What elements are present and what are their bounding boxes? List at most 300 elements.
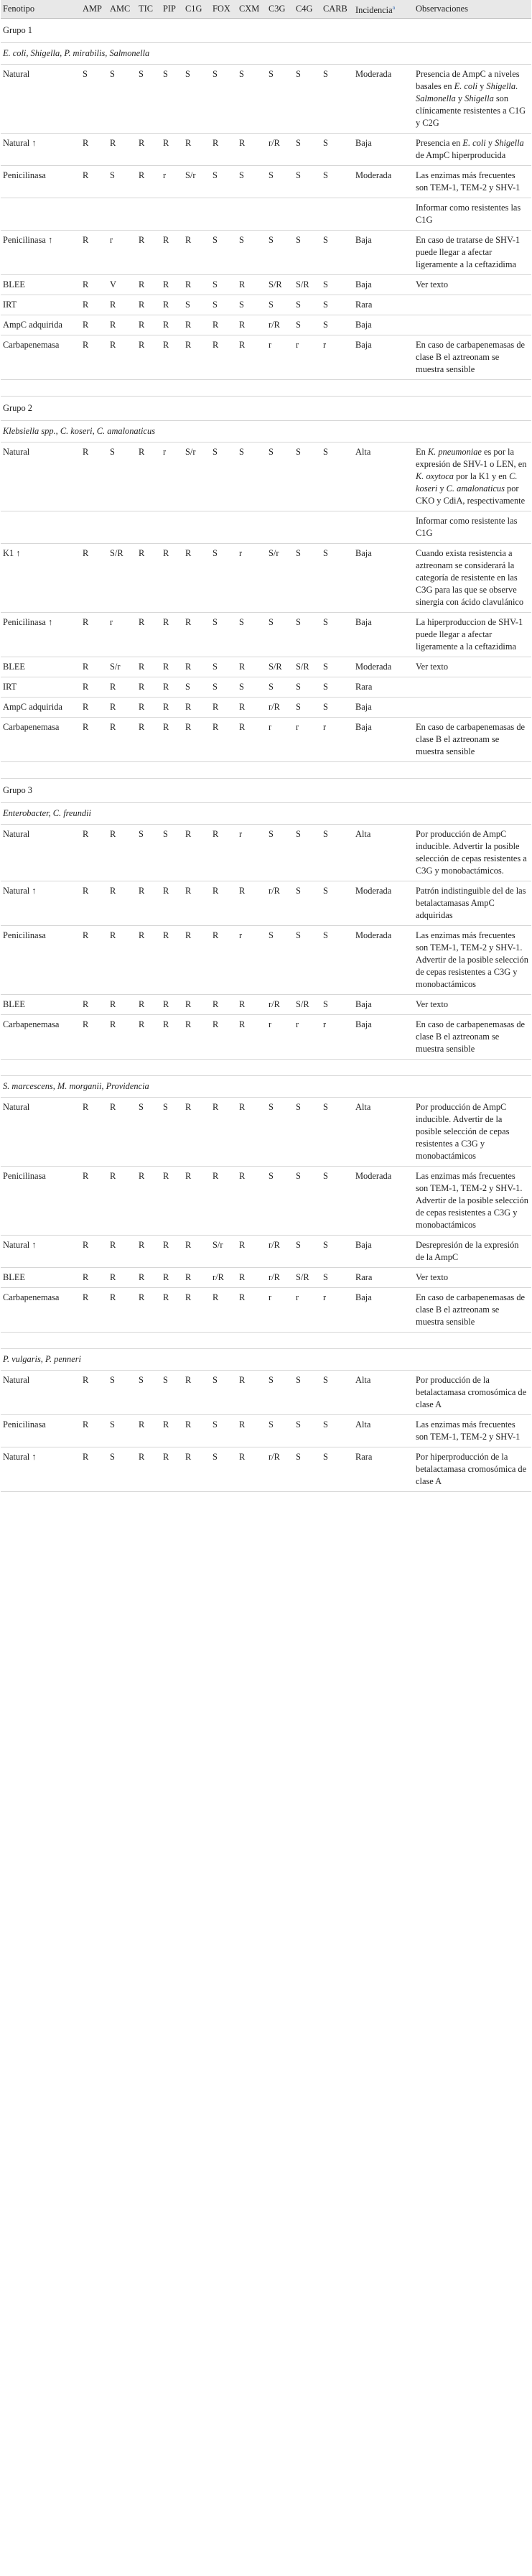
susceptibility-cell-amc: S bbox=[108, 166, 136, 198]
observation-cell: Presencia de AmpC a niveles basales en E. coli y Shigella. Salmonella y Shigella son clínicamente resistentes a C1G y C2G bbox=[414, 65, 531, 134]
susceptibility-cell-amc: R bbox=[108, 926, 136, 995]
phenotype-cell bbox=[1, 198, 80, 231]
susceptibility-cell-c4g: r bbox=[294, 1288, 321, 1333]
susceptibility-cell-carb: r bbox=[321, 1015, 353, 1060]
susceptibility-cell-c3g: r/R bbox=[266, 995, 294, 1015]
susceptibility-cell-fox: R bbox=[210, 1015, 237, 1060]
phenotype-cell: Penicilinasa ↑ bbox=[1, 613, 80, 657]
table-row bbox=[1, 511, 531, 544]
incidence-cell: Moderada bbox=[353, 1167, 414, 1236]
susceptibility-cell-carb: S bbox=[321, 677, 353, 698]
susceptibility-cell-amp: R bbox=[80, 677, 108, 698]
susceptibility-cell-c3g bbox=[266, 198, 294, 231]
table-row bbox=[1, 677, 531, 698]
section-spacer bbox=[1, 1333, 531, 1349]
susceptibility-cell-tic: R bbox=[136, 677, 161, 698]
susceptibility-cell-pip: R bbox=[161, 544, 183, 613]
observation-cell: Ver texto bbox=[414, 275, 531, 295]
susceptibility-cell-c1g: R bbox=[183, 1236, 210, 1268]
susceptibility-cell-cxm: R bbox=[237, 275, 266, 295]
susceptibility-cell-carb: S bbox=[321, 1268, 353, 1288]
column-header-fenotipo: Fenotipo bbox=[1, 0, 80, 19]
susceptibility-cell-c4g: S bbox=[294, 613, 321, 657]
susceptibility-cell-carb: r bbox=[321, 1288, 353, 1333]
susceptibility-cell-amc: S/R bbox=[108, 544, 136, 613]
susceptibility-cell-amp: R bbox=[80, 1167, 108, 1236]
incidence-cell: Baja bbox=[353, 275, 414, 295]
phenotype-cell: Natural ↑ bbox=[1, 881, 80, 926]
susceptibility-cell-pip: R bbox=[161, 1015, 183, 1060]
incidence-cell: Moderada bbox=[353, 926, 414, 995]
table-row bbox=[1, 1371, 531, 1415]
susceptibility-cell-c1g: R bbox=[183, 1415, 210, 1447]
susceptibility-cell-amc: S bbox=[108, 1447, 136, 1492]
susceptibility-cell-amp: R bbox=[80, 698, 108, 718]
susceptibility-cell-amc: R bbox=[108, 698, 136, 718]
susceptibility-cell-c3g: S bbox=[266, 1415, 294, 1447]
susceptibility-cell-tic: R bbox=[136, 718, 161, 762]
observation-cell: Por producción de AmpC inducible. Advertir la posible selección de cepas resistentes a C3G y monobactámicos. bbox=[414, 825, 531, 881]
incidence-cell: Baja bbox=[353, 315, 414, 335]
susceptibility-cell-c1g: R bbox=[183, 1447, 210, 1492]
incidence-cell: Alta bbox=[353, 825, 414, 881]
susceptibility-cell-c1g: R bbox=[183, 1098, 210, 1167]
susceptibility-cell-c4g: S bbox=[294, 443, 321, 511]
susceptibility-cell-tic: R bbox=[136, 315, 161, 335]
susceptibility-cell-carb: S bbox=[321, 544, 353, 613]
observation-cell: En caso de carbapenemasas de clase B el aztreonam se muestra sensible bbox=[414, 335, 531, 380]
susceptibility-cell-cxm: R bbox=[237, 315, 266, 335]
susceptibility-cell-carb: S bbox=[321, 231, 353, 275]
susceptibility-cell-c1g: S/r bbox=[183, 166, 210, 198]
susceptibility-cell-c1g: R bbox=[183, 698, 210, 718]
susceptibility-cell-c1g: R bbox=[183, 134, 210, 166]
susceptibility-cell-fox: S bbox=[210, 677, 237, 698]
susceptibility-cell-cxm: R bbox=[237, 881, 266, 926]
group-spacer bbox=[1, 762, 531, 779]
susceptibility-cell-pip: R bbox=[161, 926, 183, 995]
susceptibility-cell-tic: R bbox=[136, 1447, 161, 1492]
incidence-cell: Moderada bbox=[353, 881, 414, 926]
table-row bbox=[1, 295, 531, 315]
susceptibility-cell-amp: S bbox=[80, 65, 108, 134]
susceptibility-cell-cxm: S bbox=[237, 443, 266, 511]
susceptibility-cell-tic: R bbox=[136, 231, 161, 275]
susceptibility-cell-amc: R bbox=[108, 315, 136, 335]
susceptibility-cell-amp bbox=[80, 198, 108, 231]
susceptibility-cell-amc: R bbox=[108, 718, 136, 762]
susceptibility-cell-fox: R bbox=[210, 1167, 237, 1236]
susceptibility-cell-cxm: r bbox=[237, 926, 266, 995]
susceptibility-cell-pip: r bbox=[161, 166, 183, 198]
phenotype-cell: BLEE bbox=[1, 995, 80, 1015]
susceptibility-cell-amc: R bbox=[108, 134, 136, 166]
susceptibility-cell-carb: S bbox=[321, 1415, 353, 1447]
susceptibility-cell-cxm: R bbox=[237, 995, 266, 1015]
column-header-cxm: CXM bbox=[237, 0, 266, 19]
susceptibility-cell-cxm: S bbox=[237, 677, 266, 698]
susceptibility-cell-tic: R bbox=[136, 1167, 161, 1236]
susceptibility-cell-c3g: S/R bbox=[266, 657, 294, 677]
observation-cell: Las enzimas más frecuentes son TEM-1, TEM-2 y SHV-1 bbox=[414, 166, 531, 198]
susceptibility-cell-amp: R bbox=[80, 1015, 108, 1060]
susceptibility-cell-pip: S bbox=[161, 1098, 183, 1167]
susceptibility-cell-amc: R bbox=[108, 825, 136, 881]
column-header-amc: AMC bbox=[108, 0, 136, 19]
susceptibility-cell-amp: R bbox=[80, 1371, 108, 1415]
phenotype-table bbox=[1, 0, 531, 1492]
phenotype-cell: Natural bbox=[1, 825, 80, 881]
susceptibility-cell-amp: R bbox=[80, 1268, 108, 1288]
susceptibility-cell-tic: R bbox=[136, 1288, 161, 1333]
susceptibility-cell-amp: R bbox=[80, 613, 108, 657]
susceptibility-cell-tic: R bbox=[136, 134, 161, 166]
susceptibility-cell-c1g: R bbox=[183, 1371, 210, 1415]
susceptibility-cell-carb: S bbox=[321, 134, 353, 166]
susceptibility-cell-tic: R bbox=[136, 1015, 161, 1060]
table-row bbox=[1, 926, 531, 995]
susceptibility-cell-amc: S bbox=[108, 65, 136, 134]
susceptibility-cell-cxm: R bbox=[237, 1371, 266, 1415]
susceptibility-cell-carb bbox=[321, 198, 353, 231]
species-row bbox=[1, 1349, 531, 1371]
table-row bbox=[1, 825, 531, 881]
incidence-cell: Alta bbox=[353, 1415, 414, 1447]
observation-cell: Por hiperproducción de la betalactamasa cromosómica de clase A bbox=[414, 1447, 531, 1492]
table-row bbox=[1, 995, 531, 1015]
observation-cell: En caso de carbapenemasas de clase B el aztreonam se muestra sensible bbox=[414, 1015, 531, 1060]
susceptibility-cell-amp: R bbox=[80, 275, 108, 295]
phenotype-cell: AmpC adquirida bbox=[1, 315, 80, 335]
observation-cell: Las enzimas más frecuentes son TEM-1, TEM-2 y SHV-1. Advertir de la posible selección de cepas resistentes a C3G y monobactámicos bbox=[414, 1167, 531, 1236]
observation-cell: En K. pneumoniae es por la expresión de SHV-1 o LEN, en K. oxytoca por la K1 y en C. koseri y C. amalonaticus por CKO y CdiA, respectivamente bbox=[414, 443, 531, 511]
susceptibility-cell-tic: R bbox=[136, 613, 161, 657]
susceptibility-cell-c4g: S bbox=[294, 698, 321, 718]
susceptibility-cell-c1g: R bbox=[183, 275, 210, 295]
observation-cell bbox=[414, 677, 531, 698]
column-header-c1g: C1G bbox=[183, 0, 210, 19]
susceptibility-cell-c4g: S bbox=[294, 134, 321, 166]
susceptibility-cell-c3g: S bbox=[266, 613, 294, 657]
group-title: Grupo 3 bbox=[1, 779, 531, 803]
susceptibility-cell-c4g: S bbox=[294, 1167, 321, 1236]
group-title-row bbox=[1, 397, 531, 421]
species-row bbox=[1, 43, 531, 65]
susceptibility-cell-c3g: S bbox=[266, 1098, 294, 1167]
susceptibility-cell-carb: S bbox=[321, 315, 353, 335]
susceptibility-cell-c3g: r/R bbox=[266, 881, 294, 926]
susceptibility-cell-c4g: S bbox=[294, 65, 321, 134]
susceptibility-cell-c1g: R bbox=[183, 335, 210, 380]
susceptibility-cell-c1g: R bbox=[183, 825, 210, 881]
susceptibility-cell-fox: S bbox=[210, 443, 237, 511]
susceptibility-cell-fox: R bbox=[210, 718, 237, 762]
susceptibility-cell-fox: R bbox=[210, 698, 237, 718]
susceptibility-cell-amc: R bbox=[108, 1167, 136, 1236]
susceptibility-cell-carb: S bbox=[321, 443, 353, 511]
observation-cell: Las enzimas más frecuentes son TEM-1, TEM-2 y SHV-1 bbox=[414, 1415, 531, 1447]
susceptibility-cell-c3g: S bbox=[266, 443, 294, 511]
susceptibility-cell-cxm: R bbox=[237, 1288, 266, 1333]
susceptibility-cell-c4g: S/R bbox=[294, 275, 321, 295]
phenotype-cell: Natural bbox=[1, 1371, 80, 1415]
susceptibility-cell-amc: R bbox=[108, 1288, 136, 1333]
susceptibility-cell-cxm: S bbox=[237, 65, 266, 134]
species-label: E. coli, Shigella, P. mirabilis, Salmonella bbox=[1, 43, 531, 65]
susceptibility-cell-cxm: R bbox=[237, 335, 266, 380]
susceptibility-cell-cxm: R bbox=[237, 1447, 266, 1492]
susceptibility-cell-c4g: S bbox=[294, 1236, 321, 1268]
susceptibility-cell-carb: S bbox=[321, 613, 353, 657]
phenotype-cell: Carbapenemasa bbox=[1, 1288, 80, 1333]
susceptibility-cell-cxm: S bbox=[237, 613, 266, 657]
observation-cell: En caso de carbapenemasas de clase B el aztreonam se muestra sensible bbox=[414, 718, 531, 762]
susceptibility-cell-c3g: r bbox=[266, 1288, 294, 1333]
susceptibility-cell-c4g: S/R bbox=[294, 657, 321, 677]
susceptibility-cell-amc: R bbox=[108, 295, 136, 315]
incidence-cell: Baja bbox=[353, 1015, 414, 1060]
column-header-c3g: C3G bbox=[266, 0, 294, 19]
susceptibility-cell-amp: R bbox=[80, 134, 108, 166]
susceptibility-cell-fox: S bbox=[210, 613, 237, 657]
susceptibility-cell-tic: R bbox=[136, 443, 161, 511]
incidence-cell: Rara bbox=[353, 295, 414, 315]
observation-cell: Ver texto bbox=[414, 995, 531, 1015]
group-title: Grupo 1 bbox=[1, 19, 531, 43]
incidence-cell: Moderada bbox=[353, 657, 414, 677]
susceptibility-cell-c3g: r bbox=[266, 718, 294, 762]
observation-cell: Informar como resistentes las C1G bbox=[414, 198, 531, 231]
group-spacer bbox=[1, 380, 531, 397]
susceptibility-cell-c4g: S bbox=[294, 881, 321, 926]
phenotype-cell: Penicilinasa bbox=[1, 1415, 80, 1447]
incidence-cell bbox=[353, 198, 414, 231]
susceptibility-cell-c1g: R bbox=[183, 657, 210, 677]
susceptibility-cell-c4g: r bbox=[294, 1015, 321, 1060]
incidence-cell: Baja bbox=[353, 335, 414, 380]
susceptibility-cell-c4g: S bbox=[294, 1098, 321, 1167]
susceptibility-cell-amc: R bbox=[108, 995, 136, 1015]
susceptibility-cell-fox: R bbox=[210, 1288, 237, 1333]
susceptibility-cell-c1g: R bbox=[183, 613, 210, 657]
table-row bbox=[1, 881, 531, 926]
susceptibility-cell-amp: R bbox=[80, 443, 108, 511]
susceptibility-cell-c4g: r bbox=[294, 335, 321, 380]
susceptibility-cell-amp: R bbox=[80, 315, 108, 335]
susceptibility-cell-c3g: S bbox=[266, 1371, 294, 1415]
susceptibility-cell-amc: S bbox=[108, 443, 136, 511]
column-header-carb: CARB bbox=[321, 0, 353, 19]
susceptibility-cell-fox: S bbox=[210, 657, 237, 677]
susceptibility-cell-amp: R bbox=[80, 1415, 108, 1447]
phenotype-cell: AmpC adquirida bbox=[1, 698, 80, 718]
susceptibility-cell-amc: V bbox=[108, 275, 136, 295]
group-title-row bbox=[1, 779, 531, 803]
susceptibility-cell-c4g: S bbox=[294, 544, 321, 613]
table-row bbox=[1, 65, 531, 134]
phenotype-cell: K1 ↑ bbox=[1, 544, 80, 613]
phenotype-cell: Carbapenemasa bbox=[1, 335, 80, 380]
susceptibility-cell-tic: R bbox=[136, 295, 161, 315]
susceptibility-cell-c3g: r bbox=[266, 335, 294, 380]
susceptibility-cell-amp: R bbox=[80, 335, 108, 380]
column-header-observaciones: Observaciones bbox=[414, 0, 531, 19]
phenotype-cell: Penicilinasa bbox=[1, 926, 80, 995]
susceptibility-cell-cxm: r bbox=[237, 544, 266, 613]
susceptibility-cell-pip bbox=[161, 198, 183, 231]
susceptibility-cell-pip: R bbox=[161, 881, 183, 926]
susceptibility-cell-carb: S bbox=[321, 926, 353, 995]
susceptibility-cell-c4g bbox=[294, 511, 321, 544]
susceptibility-cell-c4g: S/R bbox=[294, 1268, 321, 1288]
susceptibility-cell-carb: S bbox=[321, 698, 353, 718]
susceptibility-cell-carb: S bbox=[321, 1236, 353, 1268]
susceptibility-cell-c1g: R bbox=[183, 1167, 210, 1236]
incidence-cell: Rara bbox=[353, 677, 414, 698]
susceptibility-cell-cxm: R bbox=[237, 1415, 266, 1447]
susceptibility-cell-carb: S bbox=[321, 1167, 353, 1236]
susceptibility-cell-pip bbox=[161, 511, 183, 544]
susceptibility-cell-tic bbox=[136, 511, 161, 544]
phenotype-cell: Natural bbox=[1, 65, 80, 134]
susceptibility-cell-amc: R bbox=[108, 1236, 136, 1268]
susceptibility-cell-fox: R bbox=[210, 881, 237, 926]
susceptibility-cell-fox: R bbox=[210, 926, 237, 995]
susceptibility-cell-amc: S bbox=[108, 1371, 136, 1415]
incidence-cell: Alta bbox=[353, 1098, 414, 1167]
susceptibility-cell-amc: S bbox=[108, 1415, 136, 1447]
phenotype-cell: Natural ↑ bbox=[1, 1236, 80, 1268]
incidence-cell: Rara bbox=[353, 1447, 414, 1492]
susceptibility-cell-fox: S bbox=[210, 1371, 237, 1415]
susceptibility-cell-carb: S bbox=[321, 995, 353, 1015]
susceptibility-cell-fox: R bbox=[210, 825, 237, 881]
incidence-cell: Rara bbox=[353, 1268, 414, 1288]
susceptibility-cell-c3g: S bbox=[266, 1167, 294, 1236]
table-row bbox=[1, 1447, 531, 1492]
incidence-cell: Baja bbox=[353, 718, 414, 762]
phenotype-cell: Natural bbox=[1, 443, 80, 511]
column-header-pip: PIP bbox=[161, 0, 183, 19]
group-title-row bbox=[1, 19, 531, 43]
susceptibility-cell-cxm: R bbox=[237, 718, 266, 762]
susceptibility-cell-fox: R bbox=[210, 995, 237, 1015]
incidence-cell: Baja bbox=[353, 544, 414, 613]
susceptibility-cell-c1g: R bbox=[183, 995, 210, 1015]
susceptibility-cell-fox: S bbox=[210, 166, 237, 198]
species-label: P. vulgaris, P. penneri bbox=[1, 1349, 531, 1371]
susceptibility-cell-tic: R bbox=[136, 698, 161, 718]
susceptibility-cell-tic: S bbox=[136, 1098, 161, 1167]
table-body bbox=[1, 19, 531, 1492]
susceptibility-cell-tic: S bbox=[136, 1371, 161, 1415]
species-label: Klebsiella spp., C. koseri, C. amalonaticus bbox=[1, 421, 531, 443]
species-row bbox=[1, 421, 531, 443]
observation-cell: Por producción de la betalactamasa cromosómica de clase A bbox=[414, 1371, 531, 1415]
column-header-fox: FOX bbox=[210, 0, 237, 19]
section-spacer bbox=[1, 1060, 531, 1076]
footnote-marker[interactable]: a bbox=[392, 4, 396, 11]
susceptibility-cell-c1g: R bbox=[183, 544, 210, 613]
susceptibility-cell-c3g: r/R bbox=[266, 134, 294, 166]
phenotype-cell: IRT bbox=[1, 677, 80, 698]
observation-cell: La hiperproduccion de SHV-1 puede llegar a afectar ligeramente a la ceftazidima bbox=[414, 613, 531, 657]
observation-cell: En caso de carbapenemasas de clase B el aztreonam se muestra sensible bbox=[414, 1288, 531, 1333]
susceptibility-cell-fox: r/R bbox=[210, 1268, 237, 1288]
column-header-tic: TIC bbox=[136, 0, 161, 19]
incidence-cell: Baja bbox=[353, 1236, 414, 1268]
susceptibility-cell-cxm bbox=[237, 511, 266, 544]
susceptibility-cell-c4g: S bbox=[294, 677, 321, 698]
susceptibility-cell-amc bbox=[108, 511, 136, 544]
susceptibility-cell-amp: R bbox=[80, 718, 108, 762]
table-row bbox=[1, 1415, 531, 1447]
phenotype-cell: Natural ↑ bbox=[1, 1447, 80, 1492]
phenotype-cell: IRT bbox=[1, 295, 80, 315]
susceptibility-cell-c3g: S/R bbox=[266, 275, 294, 295]
table-header-row bbox=[1, 0, 531, 19]
susceptibility-cell-amc: R bbox=[108, 1015, 136, 1060]
susceptibility-cell-c3g: S bbox=[266, 166, 294, 198]
incidence-cell: Baja bbox=[353, 613, 414, 657]
susceptibility-cell-amc: R bbox=[108, 677, 136, 698]
column-header-amp: AMP bbox=[80, 0, 108, 19]
susceptibility-cell-carb: S bbox=[321, 275, 353, 295]
susceptibility-cell-amp: R bbox=[80, 544, 108, 613]
susceptibility-cell-carb: S bbox=[321, 295, 353, 315]
observation-cell: Las enzimas más frecuentes son TEM-1, TEM-2 y SHV-1. Advertir de la posible selección de cepas resistentes a C3G y monobactámicos bbox=[414, 926, 531, 995]
susceptibility-cell-c3g: S bbox=[266, 677, 294, 698]
table-row bbox=[1, 657, 531, 677]
phenotype-cell: Penicilinasa ↑ bbox=[1, 231, 80, 275]
susceptibility-cell-fox: S bbox=[210, 275, 237, 295]
phenotype-cell: BLEE bbox=[1, 657, 80, 677]
susceptibility-cell-carb: S bbox=[321, 1098, 353, 1167]
susceptibility-cell-fox: S bbox=[210, 1447, 237, 1492]
susceptibility-cell-carb: S bbox=[321, 657, 353, 677]
susceptibility-cell-c3g: r/R bbox=[266, 315, 294, 335]
susceptibility-cell-amp: R bbox=[80, 1447, 108, 1492]
phenotype-cell: BLEE bbox=[1, 1268, 80, 1288]
susceptibility-cell-c4g: r bbox=[294, 718, 321, 762]
table-row bbox=[1, 1167, 531, 1236]
susceptibility-cell-c3g: S bbox=[266, 825, 294, 881]
susceptibility-cell-c3g: S bbox=[266, 65, 294, 134]
susceptibility-cell-c4g: S bbox=[294, 926, 321, 995]
susceptibility-cell-c1g: S/r bbox=[183, 443, 210, 511]
phenotype-cell bbox=[1, 511, 80, 544]
susceptibility-cell-pip: r bbox=[161, 443, 183, 511]
susceptibility-cell-c4g: S bbox=[294, 1371, 321, 1415]
susceptibility-cell-cxm: S bbox=[237, 166, 266, 198]
incidence-cell: Baja bbox=[353, 134, 414, 166]
susceptibility-cell-tic: R bbox=[136, 544, 161, 613]
susceptibility-cell-tic: R bbox=[136, 657, 161, 677]
susceptibility-cell-pip: S bbox=[161, 825, 183, 881]
incidence-cell: Baja bbox=[353, 1288, 414, 1333]
susceptibility-cell-tic: R bbox=[136, 275, 161, 295]
susceptibility-cell-tic: R bbox=[136, 926, 161, 995]
susceptibility-cell-pip: R bbox=[161, 1268, 183, 1288]
susceptibility-cell-c1g: R bbox=[183, 718, 210, 762]
observation-cell bbox=[414, 698, 531, 718]
susceptibility-cell-c3g: S bbox=[266, 295, 294, 315]
phenotype-cell: Carbapenemasa bbox=[1, 718, 80, 762]
table-row bbox=[1, 134, 531, 166]
susceptibility-cell-amp: R bbox=[80, 231, 108, 275]
table-row bbox=[1, 166, 531, 198]
table-row bbox=[1, 1015, 531, 1060]
